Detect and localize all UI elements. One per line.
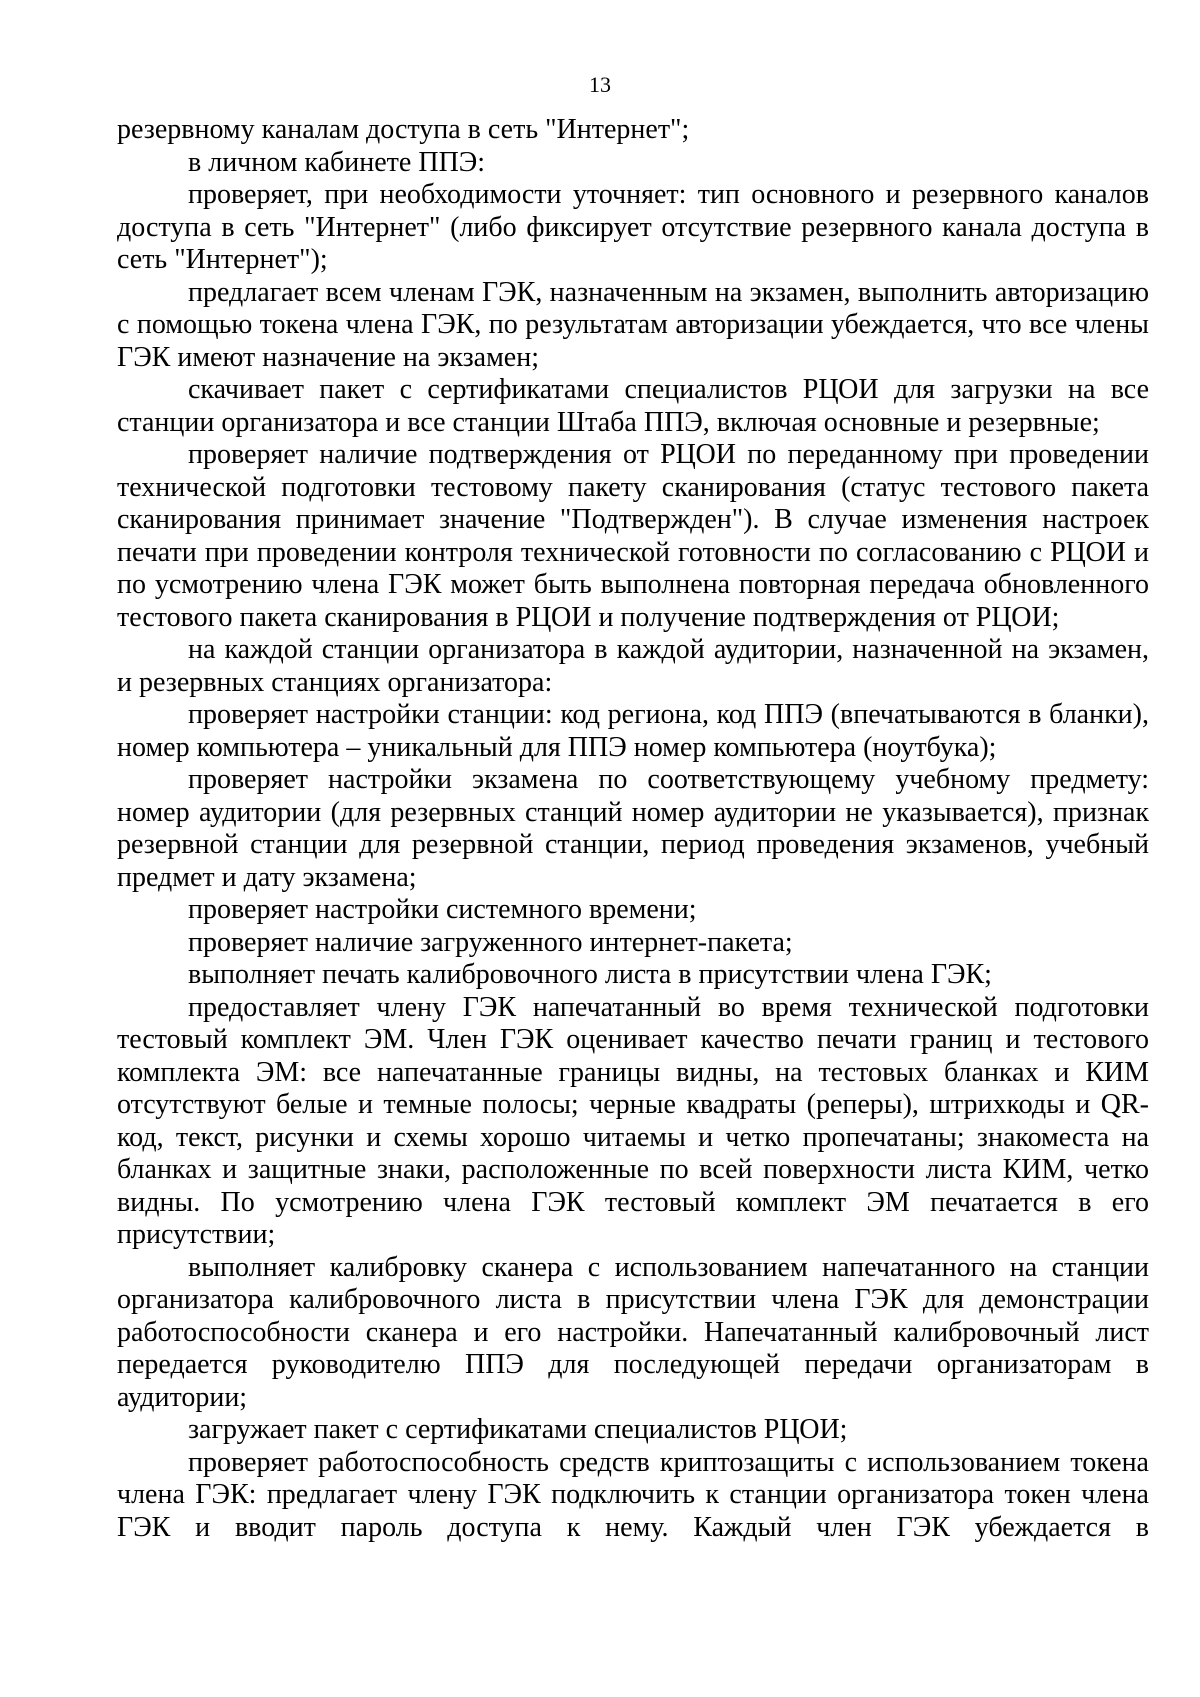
paragraph: выполняет печать калибровочного листа в присутствии члена ГЭК; [188, 959, 992, 990]
paragraph: проверяет настройки экзамена по соответствующему учебному предмету: номер аудитории (для резервных станций номер аудитории не указывается), признак резервной станции для резервной станции, период проведения экзаменов, учебный предмет и дату экзамена; [117, 764, 1149, 893]
paragraph: скачивает пакет с сертификатами специалистов РЦОИ для загрузки на все станции организатора и все станции Штаба ППЭ, включая основные и резервные; [117, 374, 1149, 438]
paragraph: предлагает всем членам ГЭК, назначенным на экзамен, выполнить авторизацию с помощью токена члена ГЭК, по результатам авторизации убеждается, что все члены ГЭК имеют назначение на экзамен; [117, 276, 1149, 373]
paragraph: выполняет калибровку сканера с использованием напечатанного на станции организатора калибровочного листа в присутствии члена ГЭК для демонстрации работоспособности сканера и его настройки. Напечатанный калибровочный лист передается руководителю ППЭ для последующей передачи организаторам в аудитории; [117, 1251, 1149, 1413]
paragraph: проверяет наличие загруженного интернет-пакета; [188, 926, 793, 958]
paragraph: загружает пакет с сертификатами специалистов РЦОИ; [188, 1414, 848, 1445]
paragraph: резервному каналам доступа в сеть "Интернет"; [117, 114, 690, 145]
paragraph: в личном кабинете ППЭ: [188, 146, 486, 178]
paragraph: проверяет настройки станции: код региона, код ППЭ (впечатываются в бланки), номер компьютера – уникальный для ППЭ номер компьютера (ноутбука); [117, 699, 1149, 763]
paragraph: на каждой станции организатора в каждой аудитории, назначенной на экзамен, и резервных станциях организатора: [117, 634, 1149, 698]
paragraph: проверяет настройки системного времени; [188, 894, 697, 925]
paragraph: предоставляет члену ГЭК напечатанный во время технической подготовки тестовый комплект ЭМ. Член ГЭК оценивает качество печати границ и тестового комплекта ЭМ: все напечатанные границы видны, на тестовых бланках и КИМ отсутствуют белые и темные полосы; черные квадраты (реперы), штрихкоды и QR-код, текст, рисунки и схемы хорошо читаемы и четко пропечатаны; знакоместа на бланках и защитные знаки, расположенные по всей поверхности листа КИМ, четко видны. По усмотрению члена ГЭК тестовый комплект ЭМ печатается в его присутствии; [117, 991, 1149, 1250]
paragraph: проверяет, при необходимости уточняет: тип основного и резервного каналов доступа в сеть "Интернет" (либо фиксирует отсутствие резервного канала доступа в сеть "Интернет"); [117, 179, 1149, 275]
paragraph: проверяет работоспособность средств криптозащиты с использованием токена члена ГЭК: предлагает члену ГЭК подключить к станции организатора токен члена ГЭК и вводит пароль доступа к нему. Каждый член ГЭК убеждается в [117, 1446, 1149, 1543]
paragraph: проверяет наличие подтверждения от РЦОИ по переданному при проведении технической подготовки тестовому пакету сканирования (статус тестового пакета сканирования принимает значение "Подтвержден"). В случае изменения настроек печати при проведении контроля технической готовности по согласованию с РЦОИ и по усмотрению члена ГЭК может быть выполнена повторная передача обновленного тестового пакета сканирования в РЦОИ и получение подтверждения от РЦОИ; [117, 439, 1149, 633]
document-body [117, 114, 1149, 1544]
page-number: 13 [589, 72, 611, 97]
